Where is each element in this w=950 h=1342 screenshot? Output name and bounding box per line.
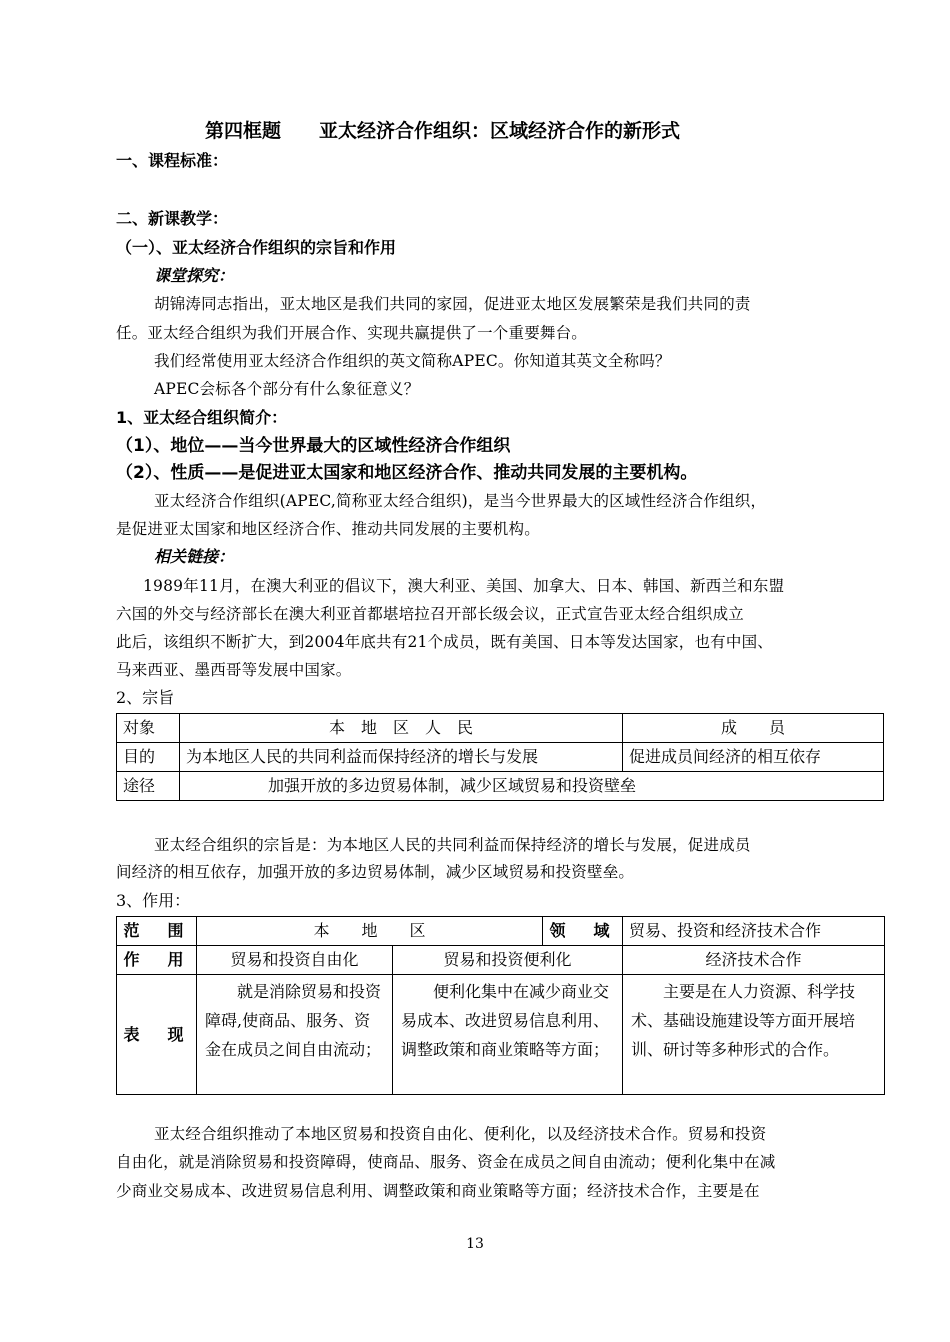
table-cell: 表 现 — [117, 975, 197, 1095]
role-table — [116, 916, 885, 1095]
nature-line: （2）、性质——是促进亚太国家和地区经济合作、推动共同发展的主要机构。 — [116, 463, 698, 483]
table-cell: 为本地区人民的共同利益而保持经济的增长与发展 — [180, 743, 623, 772]
paragraph-line: 自由化，就是消除贸易和投资障碍，使商品、服务、资金在成员之间自由流动；便利化集中在减 — [116, 1153, 776, 1171]
heading-overview: 1、亚太经合组织简介： — [116, 408, 288, 427]
table-cell: 促进成员间经济的相互依存 — [623, 743, 884, 772]
purpose-table — [116, 713, 884, 801]
paragraph-line: 亚太经济合作组织(APEC,简称亚太经合组织)，是当今世界最大的区域性经济合作组织， — [154, 492, 767, 510]
table-cell: 本 地 区 人 民 — [180, 714, 623, 743]
paragraph-line: 亚太经合组织的宗旨是：为本地区人民的共同利益而保持经济的增长与发展，促进成员 — [154, 836, 751, 854]
heading-purpose: 2、宗旨 — [116, 688, 175, 707]
table-cell: 加强开放的多边贸易体制，减少区域贸易和投资壁垒 — [180, 772, 884, 801]
status-line: （1）、地位——当今世界最大的区域性经济合作组织 — [116, 436, 511, 456]
table-cell: 领 域 — [543, 917, 623, 946]
heading-role: 3、作用： — [116, 891, 191, 910]
classroom-explore-label: 课堂探究： — [154, 266, 235, 285]
paragraph-line: 1989年11月，在澳大利亚的倡议下，澳大利亚、美国、加拿大、日本、韩国、新西兰和东盟 — [143, 577, 785, 595]
paragraph-line: 亚太经合组织推动了本地区贸易和投资自由化、便利化，以及经济技术合作。贸易和投资 — [154, 1125, 767, 1143]
table-cell: 本 地 区 — [197, 917, 543, 946]
page-title: 第四框题 亚太经济合作组织：区域经济合作的新形式 — [205, 120, 681, 142]
question-line: 我们经常使用亚太经济合作组织的英文简称APEC。你知道其英文全称吗？ — [154, 352, 671, 370]
section-heading-teaching: 二、新课教学： — [116, 209, 229, 228]
table-cell: 对象 — [117, 714, 180, 743]
table-cell: 贸易和投资自由化 — [197, 946, 393, 975]
table-cell: 作 用 — [117, 946, 197, 975]
question-line: APEC会标各个部分有什么象征意义？ — [154, 380, 420, 398]
paragraph-line: 此后，该组织不断扩大，到2004年底共有21个成员，既有美国、日本等发达国家，也有中国、 — [116, 633, 773, 651]
paragraph-line: 少商业交易成本、改进贸易信息利用、调整政策和商业策略等方面；经济技术合作，主要是在 — [116, 1182, 760, 1200]
table-cell: 范 围 — [117, 917, 197, 946]
table-cell: 贸易、投资和经济技术合作 — [623, 917, 885, 946]
page-number: 13 — [466, 1236, 484, 1252]
paragraph-line: 是促进亚太国家和地区经济合作、推动共同发展的主要机构。 — [116, 520, 540, 538]
paragraph-line: 任。亚太经合组织为我们开展合作、实现共赢提供了一个重要舞台。 — [116, 324, 588, 342]
table-cell: 贸易和投资便利化 — [393, 946, 623, 975]
table-row — [117, 975, 885, 1095]
table-cell: 经济技术合作 — [623, 946, 885, 975]
table-cell: 途径 — [117, 772, 180, 801]
table-row — [117, 772, 884, 801]
table-cell: 目的 — [117, 743, 180, 772]
table-cell: 主要是在人力资源、科学技术、基础设施建设等方面开展培训、研讨等多种形式的合作。 — [623, 975, 885, 1095]
paragraph-line: 六国的外交与经济部长在澳大利亚首都堪培拉召开部长级会议，正式宣告亚太经合组织成立 — [116, 605, 745, 623]
subsection-heading: （一）、亚太经济合作组织的宗旨和作用 — [116, 238, 397, 257]
paragraph-line: 马来西亚、墨西哥等发展中国家。 — [116, 661, 352, 679]
related-link-label: 相关链接： — [154, 547, 235, 566]
paragraph-line: 胡锦涛同志指出，亚太地区是我们共同的家园，促进亚太地区发展繁荣是我们共同的责 — [154, 295, 751, 313]
section-heading-standards: 一、课程标准： — [116, 151, 229, 170]
table-row — [117, 917, 885, 946]
table-cell: 就是消除贸易和投资障碍,使商品、服务、资金在成员之间自由流动； — [197, 975, 393, 1095]
table-cell: 成 员 — [623, 714, 884, 743]
paragraph-line: 间经济的相互依存，加强开放的多边贸易体制，减少区域贸易和投资壁垒。 — [116, 863, 635, 881]
table-cell: 便利化集中在减少商业交易成本、改进贸易信息利用、调整政策和商业策略等方面； — [393, 975, 623, 1095]
table-row — [117, 714, 884, 743]
table-row — [117, 946, 885, 975]
table-row — [117, 743, 884, 772]
